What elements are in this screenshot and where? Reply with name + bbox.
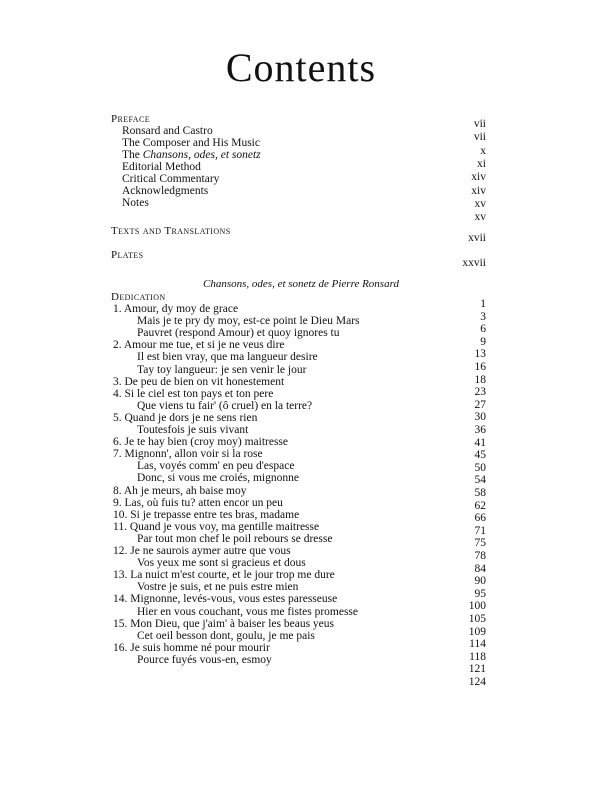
song-page-number: 105 [468, 613, 486, 625]
song-page-number: 3 [480, 310, 486, 323]
song-page-number: 95 [474, 587, 486, 600]
song-page-number: 66 [474, 512, 486, 525]
song-page-number: 62 [474, 499, 486, 512]
preface-item: The Composer and His Music [122, 137, 260, 149]
song-page-number: 84 [474, 562, 486, 575]
song-entry: Cet oeil besson dont, goulu, je me pais [137, 629, 315, 642]
song-page-number: 109 [468, 625, 486, 638]
preface-item-italic: Chansons, odes, et sonetz [142, 149, 261, 161]
song-entry: 1. Amour, dy moy de grace [113, 303, 239, 315]
song-entry: 11. Quand je vous voy, ma gentille maitresse [113, 520, 320, 533]
song-page-number: 90 [474, 575, 486, 588]
song-entry: 3. De peu de bien on vit honestement [113, 375, 285, 388]
song-entry: Mais je te pry dy moy, est-ce point le Dieu Mars [137, 315, 360, 328]
song-entry: 7. Mignonn', allon voir si la rose [113, 448, 263, 461]
song-page-number: 30 [474, 411, 486, 424]
preface-page-number: x [480, 144, 486, 157]
song-page-number: 9 [480, 335, 486, 348]
song-page-number: 18 [474, 373, 486, 386]
song-page-number: 71 [474, 524, 486, 537]
preface-item: The Chansons, odes, et sonetz [122, 149, 261, 161]
plates-page-number: xxvii [462, 257, 486, 269]
preface-page-number: xi [477, 157, 486, 170]
song-entry: Vostre je suis, et ne puis estre mien [137, 581, 299, 594]
preface-item: Critical Commentary [122, 173, 220, 185]
song-page-number: 1 [480, 298, 486, 310]
song-entry: Par tout mon chef le poil rebours se dresse [137, 532, 333, 545]
song-page-number: 124 [468, 676, 486, 688]
preface-page-number: xiv [471, 171, 486, 184]
song-entry: Que viens tu fair' (ô cruel) en la terre? [137, 399, 313, 412]
song-entry: 9. Las, où fuis tu? atten encor un peu [113, 496, 283, 509]
song-entry: 16. Je suis homme né pour mourir [113, 641, 270, 654]
song-entry: 15. Mon Dieu, que j'aim' à baiser les beaus yeus [113, 617, 334, 630]
song-page-number: 54 [474, 474, 486, 487]
preface-page-number: xiv [471, 184, 486, 197]
song-page-number: 121 [468, 663, 486, 676]
song-page-number: 114 [469, 638, 486, 651]
song-page-number: 16 [474, 361, 486, 373]
song-entry: 10. Si je trepasse entre tes bras, madame [113, 508, 300, 521]
song-page-number: 58 [474, 487, 486, 499]
song-page-number: 75 [474, 537, 486, 550]
song-page-number: 118 [469, 650, 486, 663]
song-entry: 6. Je te hay bien (croy moy) maitresse [113, 436, 288, 449]
song-entry: Il est bien vray, que ma langueur desire [137, 351, 318, 364]
preface-item: Notes [122, 197, 149, 209]
song-page-number: 50 [474, 461, 486, 474]
preface-heading: Preface [111, 113, 150, 125]
preface-item: Acknowledgments [122, 185, 209, 197]
song-page-number: 41 [474, 436, 486, 449]
preface-page-number: vii [473, 131, 486, 144]
song-entry: Vos yeux me sont si gracieus et dous [137, 557, 306, 570]
song-entry: Pauvret (respond Amour) et quoy ignores tu [137, 327, 340, 340]
song-page-number: 78 [474, 550, 486, 562]
song-entry: 12. Je ne saurois aymer autre que vous [113, 545, 291, 557]
song-page-number: 13 [474, 348, 486, 361]
dedication-heading: Dedication [111, 291, 166, 303]
song-entry: Donc, si vous me croiés, mignonne [137, 472, 299, 485]
preface-page-number: xv [474, 211, 486, 224]
page-title: Contents [225, 45, 377, 90]
preface-item: Ronsard and Castro [122, 125, 213, 137]
preface-page-number: xv [474, 197, 486, 210]
song-page-number: 23 [474, 386, 486, 399]
song-page-number: 36 [474, 424, 486, 436]
song-entry: 5. Quand je dors je ne sens rien [113, 411, 258, 424]
song-entry: Las, voyés comm' en peu d'espace [137, 460, 295, 473]
song-entry: Toutesfois je suis vivant [137, 424, 249, 436]
song-entry: 8. Ah je meurs, ah baise moy [113, 484, 247, 497]
song-entry: Tay toy langueur: je sen venir le jour [137, 363, 307, 376]
song-page-number: 100 [468, 600, 486, 613]
song-page-number: 6 [480, 323, 486, 336]
song-entry: 13. La nuict m'est courte, et le jour trop me dure [113, 569, 335, 582]
texts-page-number: xvii [468, 232, 486, 244]
section-caption: Chansons, odes, et sonetz de Pierre Ronsard [203, 278, 399, 290]
song-entry: Pource fuyés vous-en, esmoy [137, 653, 272, 666]
song-entry: 4. Si le ciel est ton pays et ton pere [113, 387, 274, 400]
song-page-number: 45 [474, 449, 486, 462]
preface-item: Editorial Method [122, 161, 201, 173]
song-entry: 2. Amour me tue, et si je ne veus dire [113, 339, 285, 352]
texts-heading: Texts and Translations [111, 225, 231, 237]
song-page-number: 27 [474, 398, 486, 411]
plates-heading: Plates [111, 249, 144, 261]
song-entry: 14. Mignonne, levés-vous, vous estes paresseuse [113, 593, 338, 606]
song-entry: Hier en vous couchant, vous me fistes promesse [137, 605, 359, 618]
preface-page-number: vii [473, 118, 486, 130]
